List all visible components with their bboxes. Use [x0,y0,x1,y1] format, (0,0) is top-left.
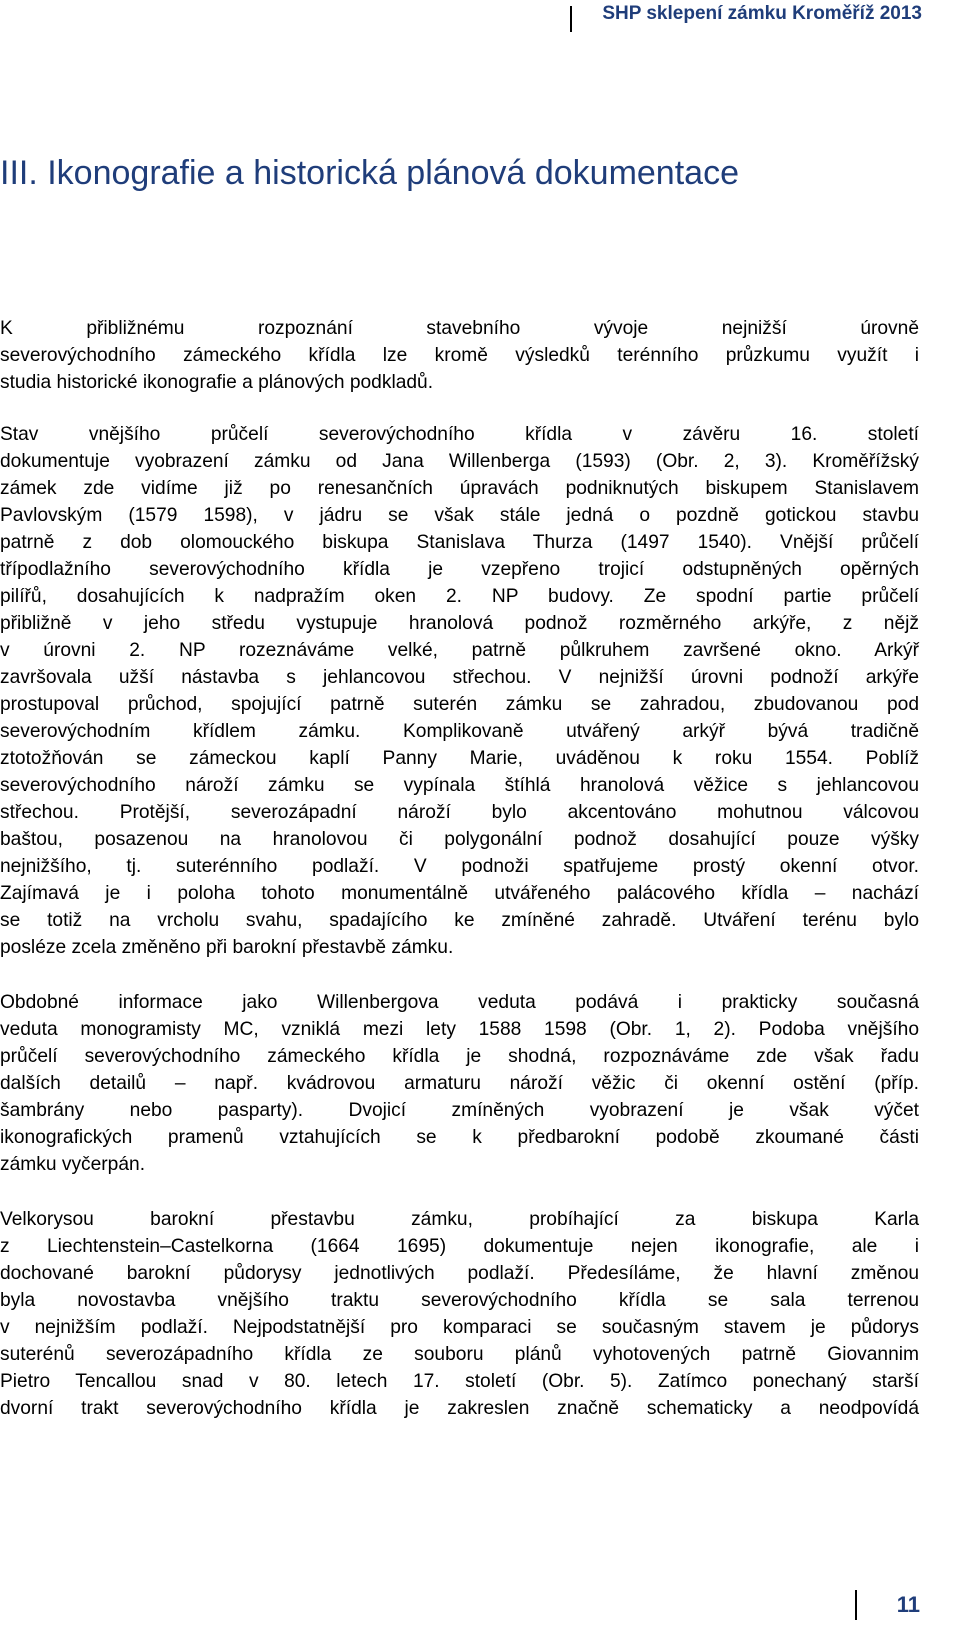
text-line: průčelí severovýchodního zámeckého křídla je shodná, rozpoznáváme zde však řadu [0,1046,919,1067]
text-line: ikonografických pramenů vztahujících se k předbarokní podobě zkoumané části [0,1127,919,1148]
text-line: dochované barokní půdorysy jednotlivých podlaží. Předesíláme, že hlavní změnou [0,1263,919,1284]
text-line: baštou, posazenou na hranolovou či polygonální podnož dosahující pouze výšky [0,829,919,850]
text-line: suterénů severozápadního křídla ze souboru plánů vyhotovených patrně Giovannim [0,1344,919,1365]
text-line: přibližně v jeho středu vystupuje hranolová podnož rozměrného arkýře, z nějž [0,613,919,634]
text-line: se totiž na vrcholu svahu, spadajícího ke zmíněné zahradě. Utváření terénu bylo [0,910,919,931]
running-header [570,0,922,28]
text-line: Stav vnějšího průčelí severovýchodního křídla v závěru 16. století [0,424,919,445]
text-line: studia historické ikonografie a plánových podkladů. [0,372,434,393]
text-line: nejnižšího, tj. suterénního podlaží. V podnoži spatřujeme prostý okenní otvor. [0,856,919,877]
text-line: završovala užší nástavba s jehlancovou střechou. V nejnižší úrovni podnoží arkýře [0,667,919,688]
text-line: severovýchodního zámeckého křídla lze kromě výsledků terénního průzkumu využít i [0,345,919,366]
section-title: III. Ikonografie a historická plánová dokumentace [0,154,739,192]
footer-divider [855,1590,857,1620]
text-line: zámku vyčerpán. [0,1154,146,1175]
text-line: Zajímavá je i poloha tohoto monumentálně utvářeného palácového křídla – nachází [0,883,919,904]
text-line: šambrány nebo pasparty). Dvojicí zmíněných vyobrazení je však výčet [0,1100,919,1121]
text-line: zámek zde vidíme již po renesančních úpravách podniknutých biskupem Stanislavem [0,478,919,499]
text-line: ztotožňován se zámeckou kaplí Panny Marie, uváděnou k roku 1554. Poblíž [0,748,919,769]
text-line: prostupoval průchod, spojující patrně suterén zámku se zahradou, zbudovanou pod [0,694,919,715]
text-line: dalších detailů – např. kvádrovou armaturu nároží věžic či okenní ostění (příp. [0,1073,919,1094]
text-line: Pavlovským (1579 1598), v jádru se však stále jedná o pozdně gotickou stavbu [0,505,919,526]
text-line: dokumentuje vyobrazení zámku od Jana Willenberga (1593) (Obr. 2, 3). Kroměřížský [0,451,919,472]
paragraph [0,421,919,961]
text-line: střechou. Protější, severozápadní nároží bylo akcentováno mohutnou válcovou [0,802,919,823]
text-line: třípodlažního severovýchodního křídla je vzepřeno trojicí odstupněných opěrných [0,559,919,580]
text-line: byla novostavba vnějšího traktu severovýchodního křídla se sala terrenou [0,1290,919,1311]
text-line: dvorní trakt severovýchodního křídla je zakreslen značně schematicky a neodpovídá [0,1398,919,1419]
text-line: K přibližnému rozpoznání stavebního vývoje nejnižší úrovně [0,318,919,339]
page-number: 11 [896,1592,920,1617]
header-divider [570,6,572,32]
text-line: severovýchodního nároží zámku se vypínala štíhlá hranolová věžice s jehlancovou [0,775,919,796]
page-footer [855,1590,920,1620]
paragraph [0,315,919,396]
text-line: severovýchodním křídlem zámku. Komplikovaně utvářený arkýř bývá tradičně [0,721,919,742]
text-line: patrně z dob olomouckého biskupa Stanislava Thurza (1497 1540). Vnější průčelí [0,532,919,553]
header-title: SHP sklepení zámku Kroměříž 2013 [602,3,922,24]
paragraph [0,1206,919,1422]
text-line: Velkorysou barokní přestavbu zámku, probíhající za biskupa Karla [0,1209,919,1230]
text-line: veduta monogramisty MC, vzniklá mezi lety 1588 1598 (Obr. 1, 2). Podoba vnějšího [0,1019,919,1040]
text-line: Pietro Tencallou snad v 80. letech 17. století (Obr. 5). Zatímco ponechaný starší [0,1371,919,1392]
text-line: v nejnižším podlaží. Nejpodstatnější pro komparaci se současným stavem je půdorys [0,1317,919,1338]
body-text [0,315,919,1422]
text-line: Obdobné informace jako Willenbergova veduta podává i prakticky současná [0,992,919,1013]
text-line: v úrovni 2. NP rozeznáváme velké, patrně půlkruhem završené okno. Arkýř [0,640,919,661]
text-line: z Liechtenstein–Castelkorna (1664 1695) dokumentuje nejen ikonografie, ale i [0,1236,919,1257]
text-line: pilířů, dosahujících k nadpražím oken 2. NP budovy. Ze spodní partie průčelí [0,586,919,607]
text-line: posléze zcela změněno při barokní přestavbě zámku. [0,937,454,958]
paragraph [0,989,919,1178]
